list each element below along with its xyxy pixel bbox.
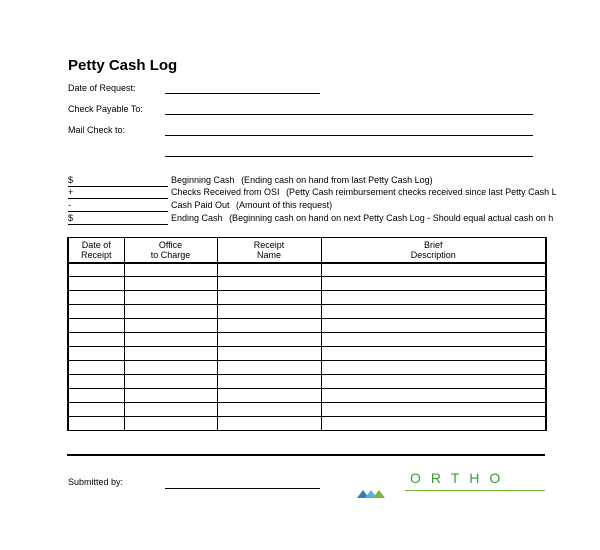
table-header-row [68,238,546,263]
table-cell[interactable] [68,347,124,361]
cash-label: Ending Cash [171,213,223,223]
table-cell[interactable] [321,291,546,305]
table-row [68,347,546,361]
header-line: Name [256,249,281,260]
table-bottom-border [67,454,545,456]
cash-text [171,200,332,210]
header-line: Office [158,239,183,250]
table-cell[interactable] [68,361,124,375]
table-row [68,319,546,333]
table-cell[interactable] [321,277,546,291]
table-cell[interactable] [124,277,217,291]
table-row [68,333,546,347]
table-cell[interactable] [68,277,124,291]
table-cell[interactable] [124,347,217,361]
cash-row-checks-received [68,187,600,200]
table-cell[interactable] [217,417,321,431]
cash-desc: (Amount of this request) [236,200,333,210]
table-cell[interactable] [217,305,321,319]
header-line: Date of [81,239,111,250]
table-cell[interactable] [217,389,321,403]
ortho-logo-icon [355,486,385,498]
check-payable-to-label: Check Payable To: [68,104,143,114]
submitted-by-label: Submitted by: [68,477,124,487]
header-line: Description [410,249,456,260]
table-cell[interactable] [124,417,217,431]
table-row [68,361,546,375]
cash-desc: (Petty Cash reimbursement checks received since last Petty Cash L [286,187,557,197]
table-cell[interactable] [217,361,321,375]
cash-label: Beginning Cash [171,175,235,185]
cash-row-ending [68,213,600,226]
logo-divider [405,490,545,491]
table-row [68,403,546,417]
table-cell[interactable] [217,319,321,333]
cash-label: Cash Paid Out [171,200,230,210]
table-cell[interactable] [321,389,546,403]
table-row [68,375,546,389]
table-cell[interactable] [68,319,124,333]
table-cell[interactable] [124,319,217,333]
table-row [68,305,546,319]
ortho-logo-text: ORTHO [410,470,511,486]
table-cell[interactable] [217,277,321,291]
table-cell[interactable] [217,375,321,389]
cash-symbol[interactable]: + [68,187,168,199]
table-cell[interactable] [124,333,217,347]
cash-symbol[interactable]: $ [68,213,168,225]
cash-symbol[interactable]: - [68,200,168,212]
table-row [68,263,546,277]
mail-check-to-label: Mail Check to: [68,125,126,135]
table-cell[interactable] [68,263,124,277]
table-cell[interactable] [68,291,124,305]
table-cell[interactable] [68,333,124,347]
cash-text [171,187,557,197]
header-brief-description [321,238,546,263]
mail-check-to-line[interactable] [165,135,533,136]
header-line: Brief [423,239,443,250]
table-cell[interactable] [217,403,321,417]
table-cell[interactable] [217,291,321,305]
cash-desc: (Beginning cash on hand on next Petty Cash Log - Should equal actual cash on h [229,213,554,223]
table-cell[interactable] [124,361,217,375]
cash-symbol[interactable]: $ [68,175,168,187]
petty-cash-table [67,237,547,431]
table-cell[interactable] [68,417,124,431]
table-cell[interactable] [321,263,546,277]
table-cell[interactable] [124,263,217,277]
check-payable-to-line[interactable] [165,114,533,115]
table-row [68,277,546,291]
table-cell[interactable] [217,263,321,277]
table-cell[interactable] [68,305,124,319]
cash-label: Checks Received from OSI [171,187,280,197]
cash-text [171,213,553,223]
table-cell[interactable] [68,375,124,389]
header-line: Receipt [80,249,112,260]
submitted-by-line[interactable] [165,488,320,489]
table-cell[interactable] [124,375,217,389]
table-cell[interactable] [124,305,217,319]
header-line: Receipt [253,239,285,250]
header-receipt-name [217,238,321,263]
table-cell[interactable] [124,389,217,403]
date-of-request-label: Date of Request: [68,83,136,93]
table-cell[interactable] [217,333,321,347]
table-row [68,291,546,305]
table-cell[interactable] [321,319,546,333]
table-row [68,389,546,403]
table-cell[interactable] [321,375,546,389]
table-cell[interactable] [321,305,546,319]
mail-check-to-line-2[interactable] [165,156,533,157]
table-cell[interactable] [321,361,546,375]
header-line: to Charge [150,249,191,260]
cash-text [171,175,433,185]
table-cell[interactable] [124,291,217,305]
table-cell[interactable] [217,347,321,361]
header-date-of-receipt [68,238,124,263]
table-cell[interactable] [68,403,124,417]
table-cell[interactable] [321,333,546,347]
cash-row-paid-out [68,200,600,213]
date-of-request-line[interactable] [165,93,320,94]
table-cell[interactable] [124,403,217,417]
cash-desc: (Ending cash on hand from last Petty Cash Log) [241,175,433,185]
header-office-to-charge [124,238,217,263]
table-cell[interactable] [68,389,124,403]
table-cell[interactable] [321,403,546,417]
table-cell[interactable] [321,347,546,361]
page-title: Petty Cash Log [68,57,178,74]
table-row [68,417,546,431]
table-cell[interactable] [321,417,546,431]
